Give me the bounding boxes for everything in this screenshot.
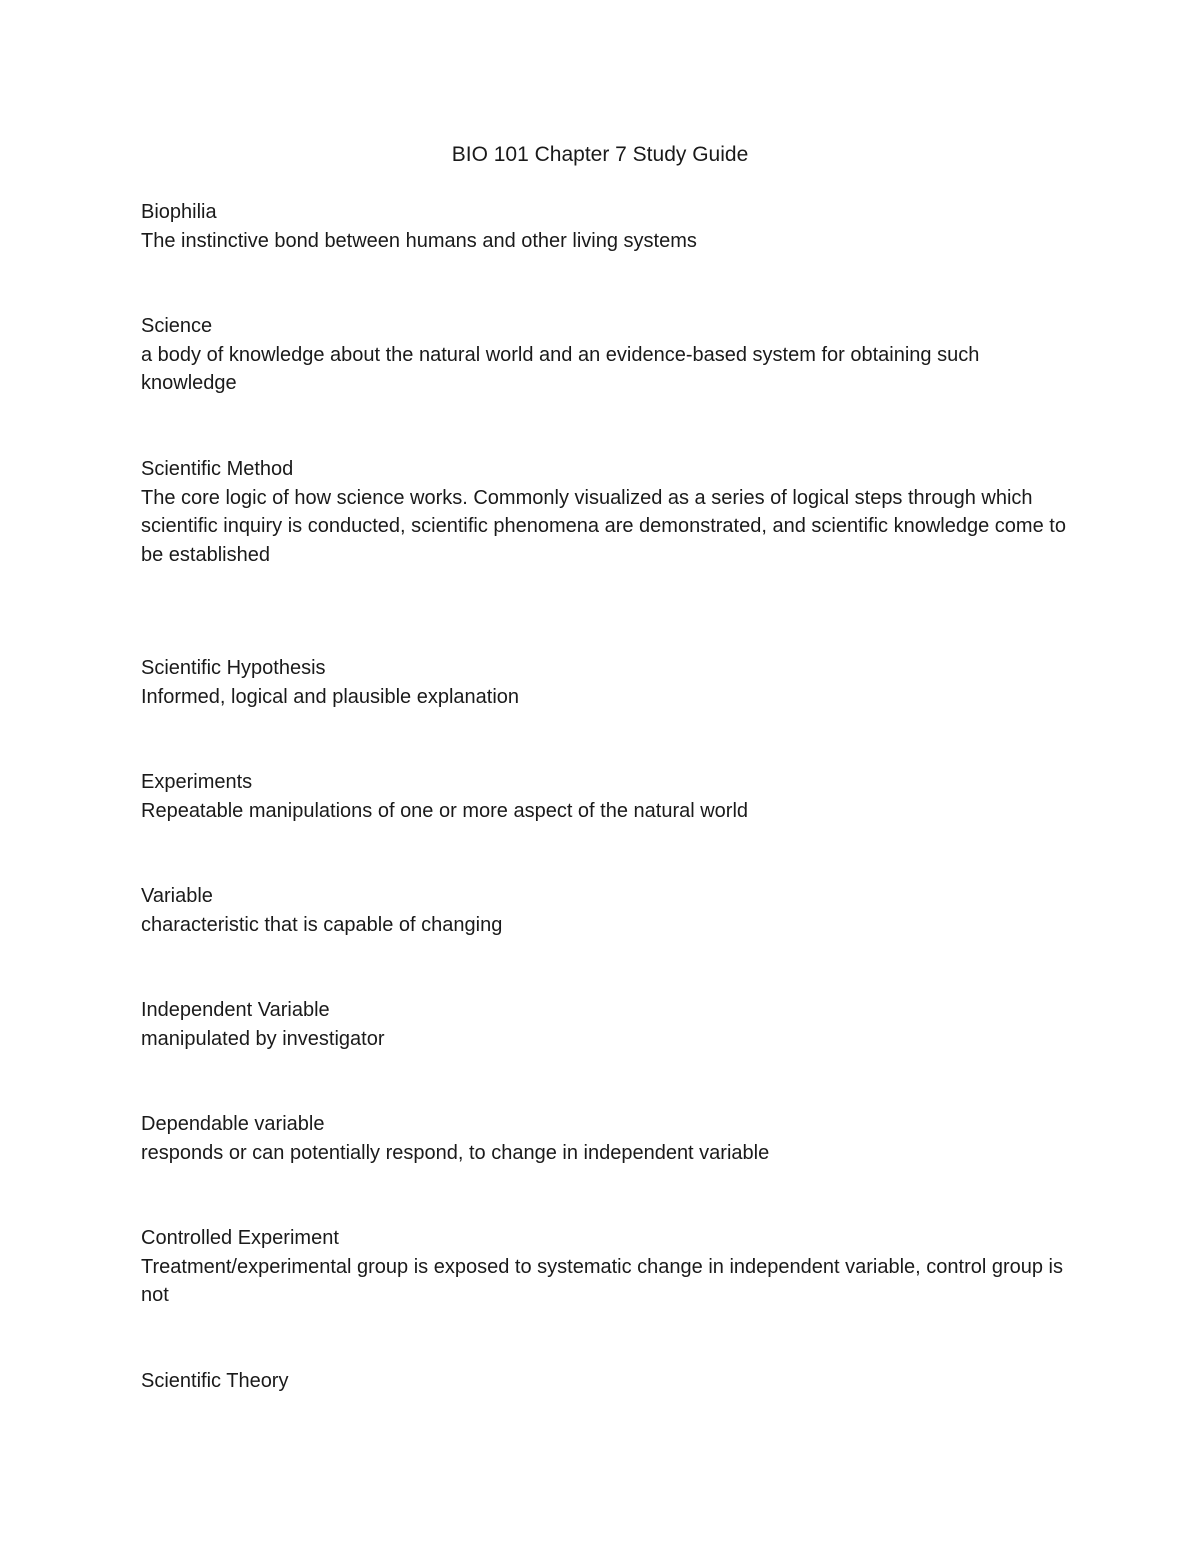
entry-scientific-hypothesis (141, 654, 1071, 711)
entry-biophilia (141, 198, 1071, 255)
entry-dependable-variable (141, 1110, 1071, 1167)
entry-independent-variable (141, 996, 1071, 1053)
entry-controlled-experiment (141, 1224, 1071, 1310)
document-title: BIO 101 Chapter 7 Study Guide (451, 143, 749, 166)
definition: characteristic that is capable of changing (141, 913, 503, 936)
term: Scientific Hypothesis (141, 657, 326, 679)
definition: manipulated by investigator (141, 1027, 385, 1050)
entry-scientific-theory (141, 1367, 1071, 1396)
definition: responds or can potentially respond, to change in independent variable (141, 1141, 770, 1164)
definition: Repeatable manipulations of one or more aspect of the natural world (141, 799, 749, 822)
definition: Treatment/experimental group is exposed to systematic change in independent variable, control group is not (141, 1255, 1064, 1306)
term: Scientific Method (141, 458, 294, 480)
term: Experiments (141, 771, 253, 793)
term: Controlled Experiment (141, 1227, 339, 1249)
entry-variable (141, 882, 1071, 939)
term: Scientific Theory (141, 1370, 289, 1392)
entry-scientific-method (141, 455, 1071, 569)
definition: a body of knowledge about the natural world and an evidence-based system for obtaining such knowledge (141, 343, 980, 394)
term: Science (141, 315, 213, 337)
entry-science (141, 312, 1071, 398)
term: Independent Variable (141, 999, 330, 1021)
entry-experiments (141, 768, 1071, 825)
term: Biophilia (141, 201, 217, 223)
term: Dependable variable (141, 1113, 325, 1135)
definition: The instinctive bond between humans and other living systems (141, 229, 697, 252)
definition: Informed, logical and plausible explanation (141, 685, 520, 708)
term: Variable (141, 885, 213, 907)
definition: The core logic of how science works. Commonly visualized as a series of logical steps through which scientific inquiry is conducted, scientific phenomena are demonstrated, and scientific knowledge come to be established (141, 486, 1066, 566)
